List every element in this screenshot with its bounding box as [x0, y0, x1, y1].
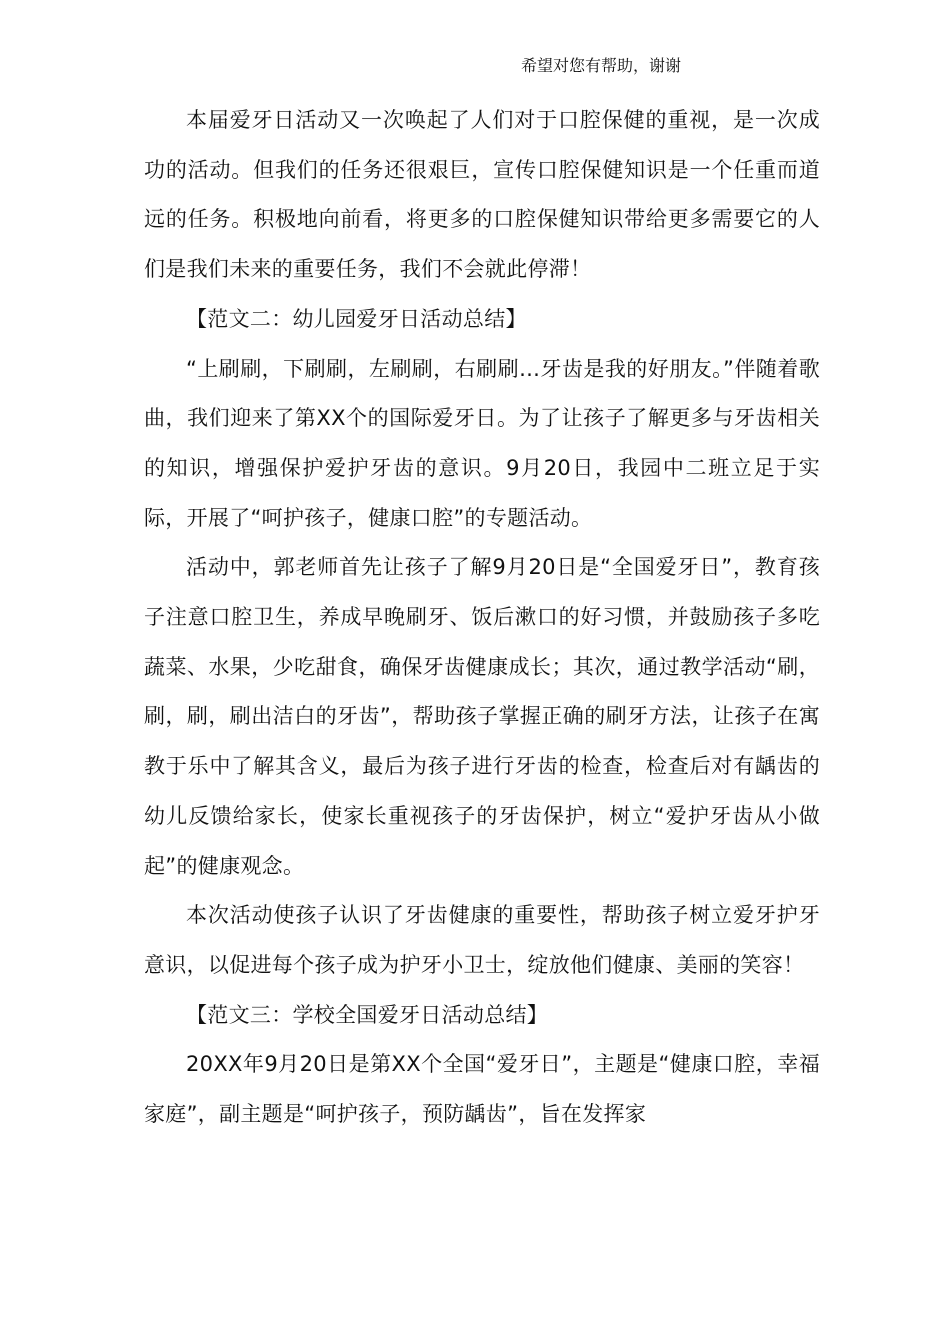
paragraph-activity-2: 活动中，郭老师首先让孩子了解9月20日是“全国爱牙日”，教育孩子注意口腔卫生，养成早晚刷牙、饭后漱口的好习惯，并鼓励孩子多吃蔬菜、水果，少吃甜食，确保牙齿健康成长；其次，通过教学活动“刷，刷，刷，刷出洁白的牙齿”，帮助孩子掌握正确的刷牙方法，让孩子在寓教于乐中了解其含义，最后为孩子进行牙齿的检查，检查后对有龋齿的幼儿反馈给家长，使家长重视孩子的牙齿保护，树立“爱护牙齿从小做起”的健康观念。: [144, 555, 820, 878]
paragraph-intro-3: 20XX年9月20日是第XX个全国“爱牙日”，主题是“健康口腔，幸福家庭”，副主题是“呵护孩子，预防龋齿”，旨在发挥家: [144, 1052, 820, 1127]
header-note: 希望对您有帮助，谢谢: [521, 56, 682, 75]
section-heading-3: 【范文三：学校全国爱牙日活动总结】: [186, 1002, 549, 1027]
document-body: [144, 96, 820, 1140]
paragraph-intro-2: “上刷刷，下刷刷，左刷刷，右刷刷…牙齿是我的好朋友。”伴随着歌曲，我们迎来了第XX个的国际爱牙日。为了让孩子了解更多与牙齿相关的知识，增强保护爱护牙齿的意识。9月20日，我园中二班立足于实际，开展了“呵护孩子，健康口腔”的专题活动。: [144, 356, 820, 530]
paragraph-conclusion: 本届爱牙日活动又一次唤起了人们对于口腔保健的重视，是一次成功的活动。但我们的任务还很艰巨，宣传口腔保健知识是一个任重而道远的任务。积极地向前看，将更多的口腔保健知识带给更多需要它的人们是我们未来的重要任务，我们不会就此停滞！: [144, 108, 820, 282]
section-heading-2: 【范文二：幼儿园爱牙日活动总结】: [186, 306, 527, 331]
paragraph-summary-2: 本次活动使孩子认识了牙齿健康的重要性，帮助孩子树立爱牙护牙意识，以促进每个孩子成为护牙小卫士，绽放他们健康、美丽的笑容！: [144, 903, 820, 977]
